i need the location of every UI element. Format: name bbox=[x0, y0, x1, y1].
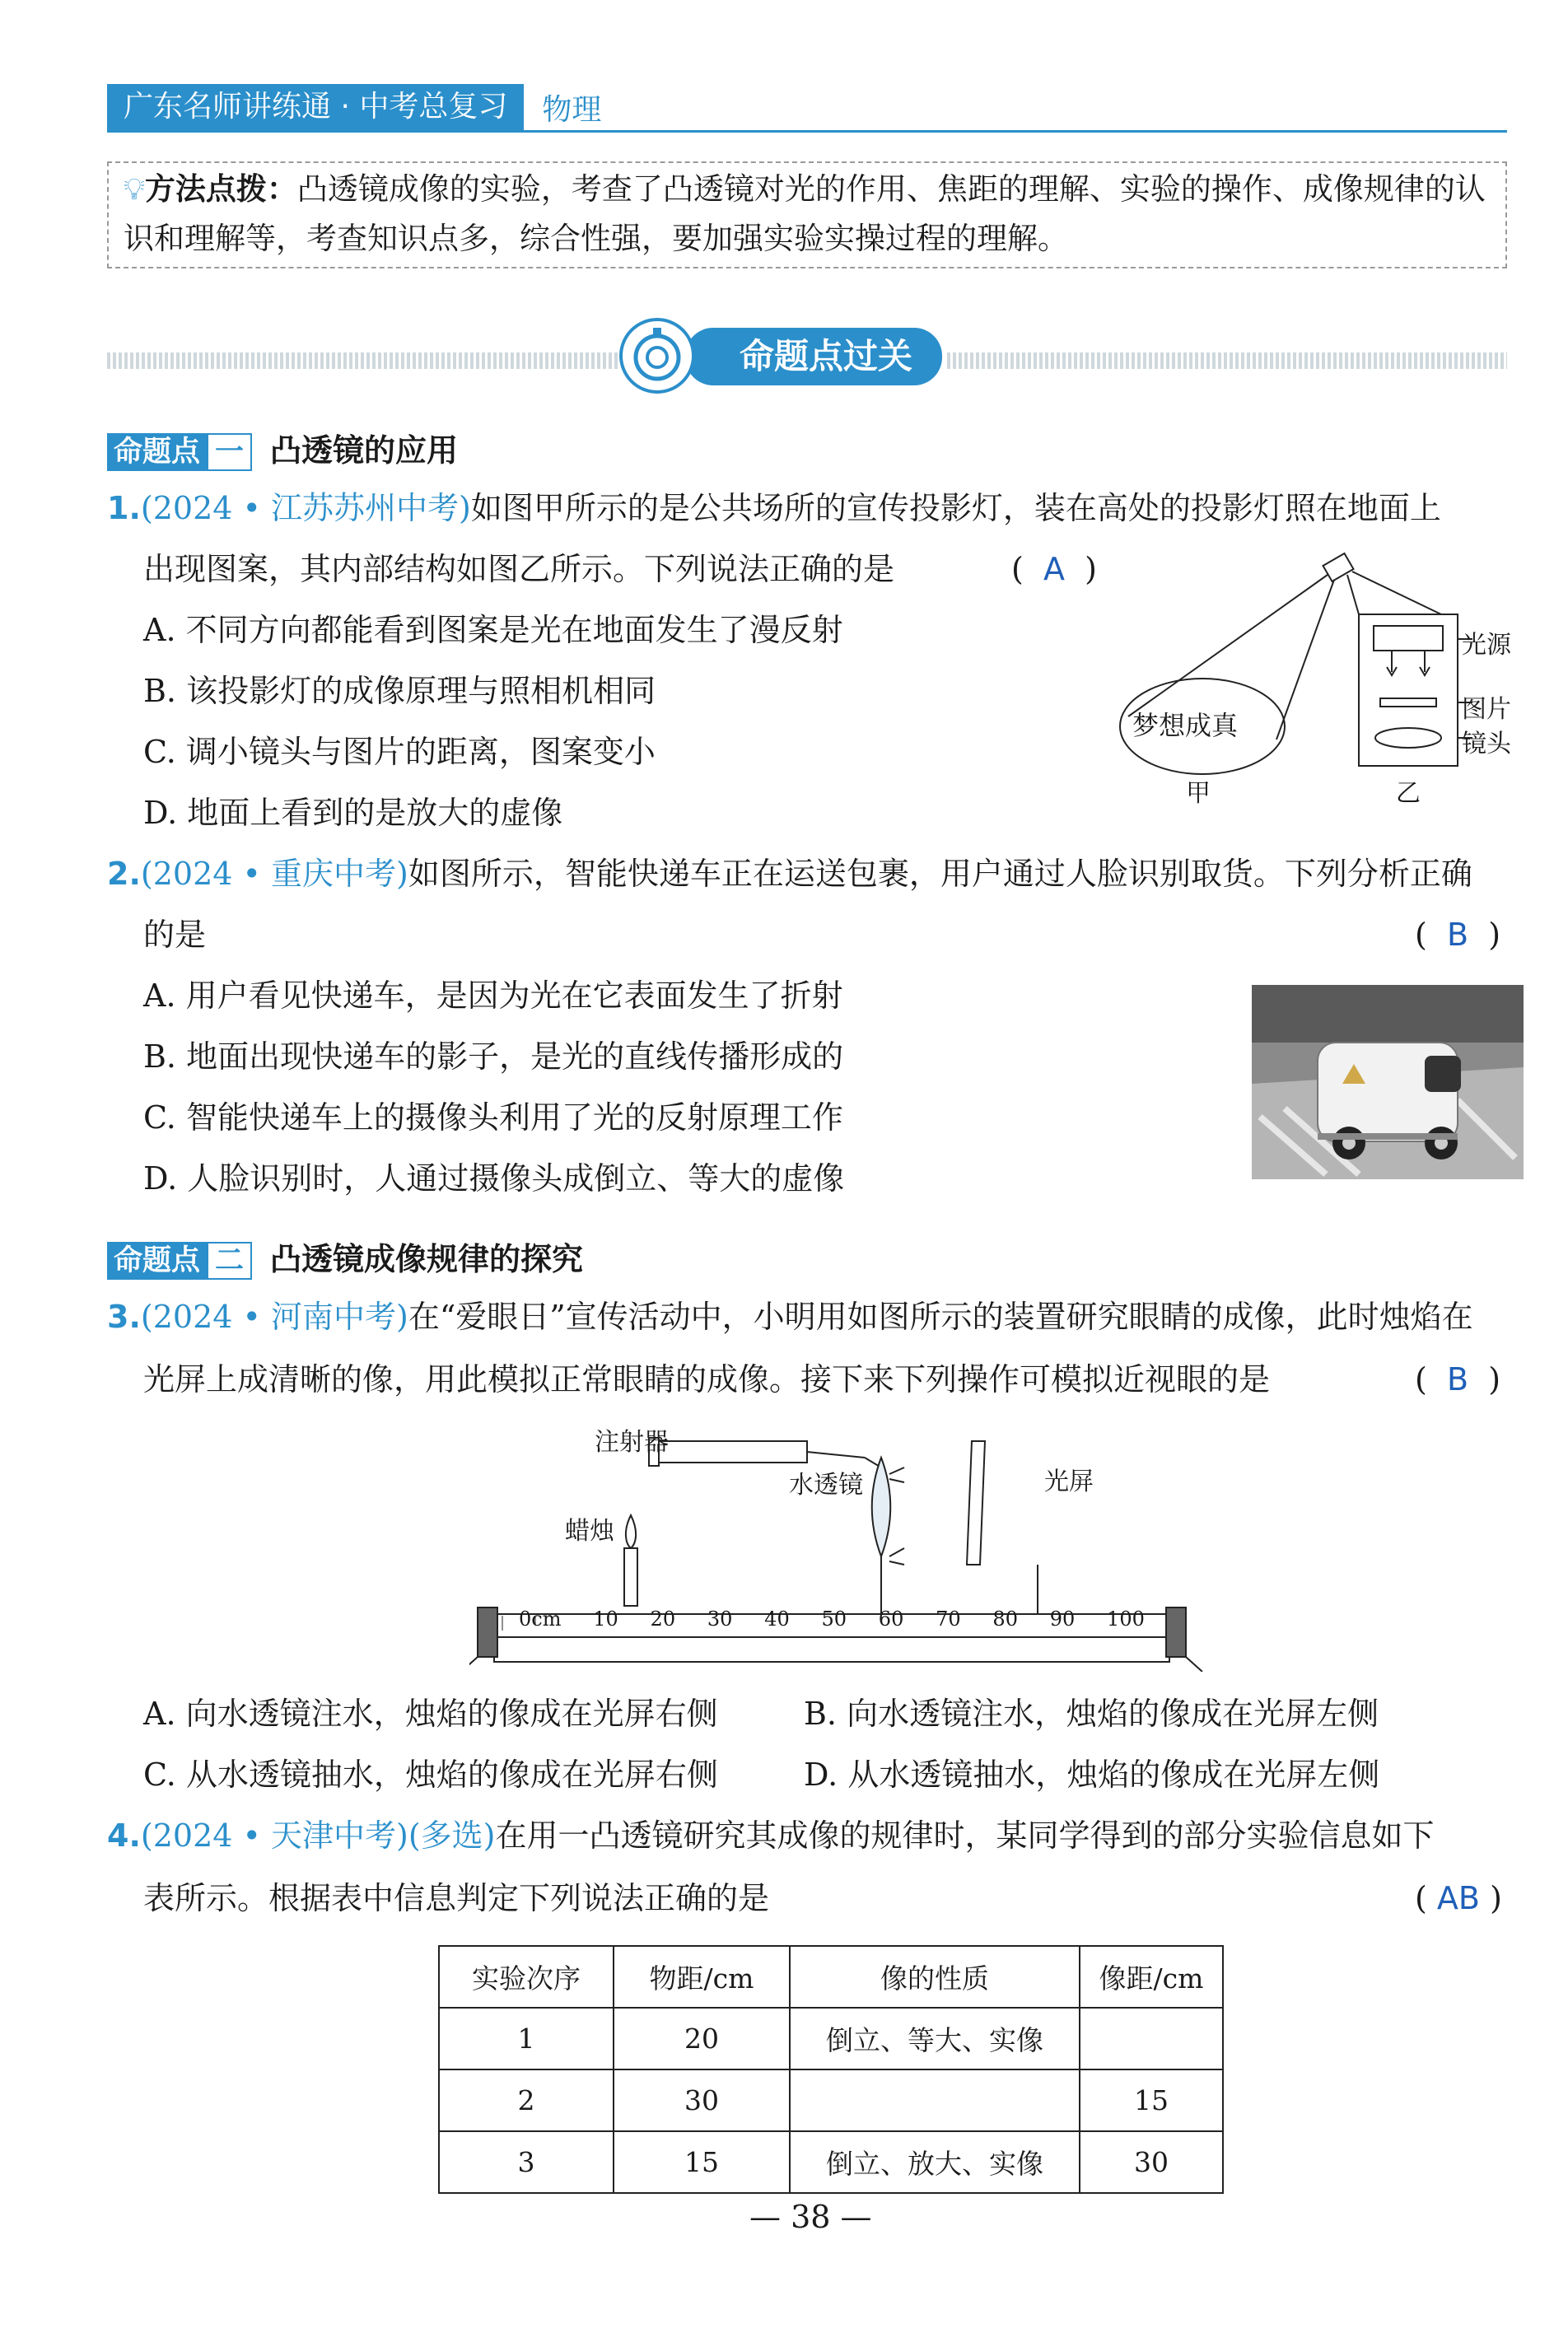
question-number: 3. bbox=[107, 1299, 141, 1335]
question-number: 1. bbox=[107, 490, 141, 526]
q1-stem-line1 bbox=[107, 486, 1441, 530]
label-screen: 光屏 bbox=[1044, 1467, 1094, 1496]
q2-option-b: B. 地面出现快递车的影子，是光的直线传播形成的 bbox=[143, 1038, 844, 1075]
answer-letter: AB bbox=[1436, 1880, 1480, 1916]
table-row bbox=[439, 2131, 1223, 2193]
q1-option-b: B. 该投影灯的成像原理与照相机相同 bbox=[143, 673, 656, 709]
table-cell: 30 bbox=[614, 2069, 790, 2131]
scale-label: 10 bbox=[593, 1607, 618, 1631]
section-tag: 命题点 bbox=[107, 1242, 207, 1280]
stem-text: 在用一凸透镜研究其成像的规律时，某同学得到的部分实验信息如下 bbox=[495, 1817, 1435, 1854]
tip-text: 凸透镜成像的实验，考查了凸透镜对光的作用、焦距的理解、实验的操作、成像规律的认识和理解等，考查知识点多，综合性强，要加强实验实操过程的理解。 bbox=[124, 171, 1486, 256]
q1-option-a: A. 不同方向都能看到图案是光在地面发生了漫反射 bbox=[143, 612, 843, 648]
q2-option-c: C. 智能快递车上的摄像头利用了光的反射原理工作 bbox=[143, 1099, 843, 1136]
page-number: — 38 — bbox=[749, 2199, 872, 2235]
table-header: 实验次序 bbox=[439, 1946, 614, 2008]
q1-stem-line2: 出现图案，其内部结构如图乙所示。下列说法正确的是 bbox=[143, 551, 895, 587]
section-title: 凸透镜的应用 bbox=[270, 432, 459, 469]
scale-label: 0cm bbox=[519, 1607, 562, 1631]
scale-label: 80 bbox=[992, 1607, 1018, 1631]
section-tag: 命题点 bbox=[107, 433, 207, 471]
book-title: 广东名师讲练通 · 中考总复习 bbox=[107, 84, 524, 130]
label-jia: 甲 bbox=[1186, 779, 1211, 808]
scale-label: 30 bbox=[707, 1607, 733, 1631]
label-lens: 镜头 bbox=[1462, 730, 1511, 758]
q3-stem-line2: 光屏上成清晰的像，用此模拟正常眼睛的成像。接下来下列操作可模拟近视眼的是 bbox=[143, 1361, 1271, 1397]
q3-answer: ( B ) bbox=[1415, 1361, 1501, 1397]
scale-label: 100 bbox=[1107, 1607, 1145, 1631]
question-source: (2024 • 江苏苏州中考) bbox=[140, 490, 471, 526]
table-header: 物距/cm bbox=[614, 1946, 790, 2008]
q1-answer: ( A ) bbox=[1011, 551, 1097, 587]
table-row bbox=[439, 2008, 1223, 2069]
table-cell: 3 bbox=[439, 2131, 614, 2193]
table-cell: 20 bbox=[614, 2008, 790, 2069]
q3-option-a: A. 向水透镜注水，烛焰的像成在光屏右侧 bbox=[143, 1696, 718, 1732]
q3-option-c: C. 从水透镜抽水，烛焰的像成在光屏右侧 bbox=[143, 1757, 718, 1793]
q3-stem-line1 bbox=[107, 1295, 1473, 1339]
stem-text: 在“爱眼日”宣传活动中，小明用如图所示的装置研究眼睛的成像，此时烛焰在 bbox=[408, 1299, 1473, 1335]
table-cell: 30 bbox=[1080, 2131, 1223, 2193]
section-header-2 bbox=[107, 1234, 583, 1280]
answer-letter: B bbox=[1446, 1361, 1469, 1397]
page-header bbox=[107, 84, 601, 130]
section-number: 二 bbox=[207, 1242, 252, 1280]
table-cell bbox=[1080, 2008, 1223, 2069]
header-divider bbox=[107, 130, 1507, 133]
label-syringe: 注射器 bbox=[595, 1428, 669, 1457]
table-header: 像的性质 bbox=[790, 1946, 1080, 2008]
scale-label: 20 bbox=[650, 1607, 676, 1631]
q2-option-a: A. 用户看见快递车，是因为光在它表面发生了折射 bbox=[143, 978, 843, 1014]
table-cell bbox=[790, 2069, 1080, 2131]
stem-text: 如图甲所示的是公共场所的宣传投影灯，装在高处的投影灯照在地面上 bbox=[470, 490, 1441, 526]
q2-answer: ( B ) bbox=[1415, 917, 1501, 953]
label-candle: 蜡烛 bbox=[565, 1517, 614, 1546]
question-source: (2024 • 河南中考) bbox=[140, 1299, 408, 1335]
label-picture: 图片 bbox=[1462, 695, 1511, 724]
scale-label: 60 bbox=[878, 1607, 904, 1631]
q3-option-b: B. 向水透镜注水，烛焰的像成在光屏左侧 bbox=[804, 1696, 1379, 1732]
question-number: 4. bbox=[107, 1817, 141, 1854]
q4-stem-line2: 表所示。根据表中信息判定下列说法正确的是 bbox=[143, 1880, 770, 1916]
table-cell: 15 bbox=[614, 2131, 790, 2193]
label-yi: 乙 bbox=[1396, 779, 1421, 808]
projector-diagram bbox=[1112, 544, 1532, 815]
q2-stem-line2: 的是 bbox=[143, 917, 207, 953]
q2-stem-line1 bbox=[107, 852, 1472, 896]
table-header-row bbox=[439, 1946, 1223, 2008]
section-header-1 bbox=[107, 425, 458, 471]
table-cell: 倒立、放大、实像 bbox=[790, 2131, 1080, 2193]
answer-letter: A bbox=[1043, 551, 1065, 587]
table-cell: 2 bbox=[439, 2069, 614, 2131]
answer-letter: B bbox=[1446, 917, 1469, 953]
question-source: (2024 • 重庆中考) bbox=[140, 856, 408, 892]
lightbulb-icon: 💡︎ bbox=[124, 171, 145, 207]
section-banner: 命题点过关 bbox=[685, 328, 942, 385]
table-cell: 倒立、等大、实像 bbox=[790, 2008, 1080, 2069]
table-cell: 1 bbox=[439, 2008, 614, 2069]
stopwatch-icon bbox=[619, 318, 695, 394]
stem-text: 如图所示，智能快递车正在运送包裹，用户通过人脸识别取货。下列分析正确 bbox=[408, 856, 1472, 892]
q4-stem-line1 bbox=[107, 1813, 1435, 1858]
table-header: 像距/cm bbox=[1080, 1946, 1223, 2008]
q3-option-d: D. 从水透镜抽水，烛焰的像成在光屏左侧 bbox=[804, 1757, 1380, 1793]
scale-label: 70 bbox=[936, 1607, 961, 1631]
subject-label: 物理 bbox=[542, 92, 602, 127]
method-tip bbox=[124, 165, 1499, 264]
banner-rule-left bbox=[107, 352, 618, 369]
q1-option-d: D. 地面上看到的是放大的虚像 bbox=[143, 795, 563, 831]
question-source: (2024 • 天津中考)(多选) bbox=[140, 1817, 496, 1854]
label-water-lens: 水透镜 bbox=[789, 1471, 863, 1500]
table-row bbox=[439, 2069, 1223, 2131]
question-number: 2. bbox=[107, 856, 141, 892]
experiment-table bbox=[438, 1945, 1224, 2194]
q2-option-d: D. 人脸识别时，人通过摄像头成倒立、等大的虚像 bbox=[143, 1160, 845, 1197]
scale-label: 50 bbox=[821, 1607, 847, 1631]
section-number: 一 bbox=[207, 433, 252, 471]
optical-bench-diagram bbox=[469, 1425, 1211, 1672]
delivery-vehicle-photo bbox=[1252, 985, 1524, 1179]
q4-answer: ( AB ) bbox=[1415, 1880, 1502, 1916]
ruler-scale bbox=[519, 1607, 1145, 1631]
scale-label: 40 bbox=[764, 1607, 790, 1631]
table-cell: 15 bbox=[1080, 2069, 1223, 2131]
label-light-source: 光源 bbox=[1462, 631, 1511, 660]
tip-title: 方法点拨： bbox=[144, 171, 297, 207]
banner-rule-right bbox=[947, 352, 1507, 369]
q1-option-c: C. 调小镜头与图片的距离，图案变小 bbox=[143, 734, 656, 770]
pattern-text: 梦想成真 bbox=[1132, 710, 1239, 741]
scale-label: 90 bbox=[1049, 1607, 1076, 1631]
section-title: 凸透镜成像规律的探究 bbox=[270, 1241, 584, 1277]
